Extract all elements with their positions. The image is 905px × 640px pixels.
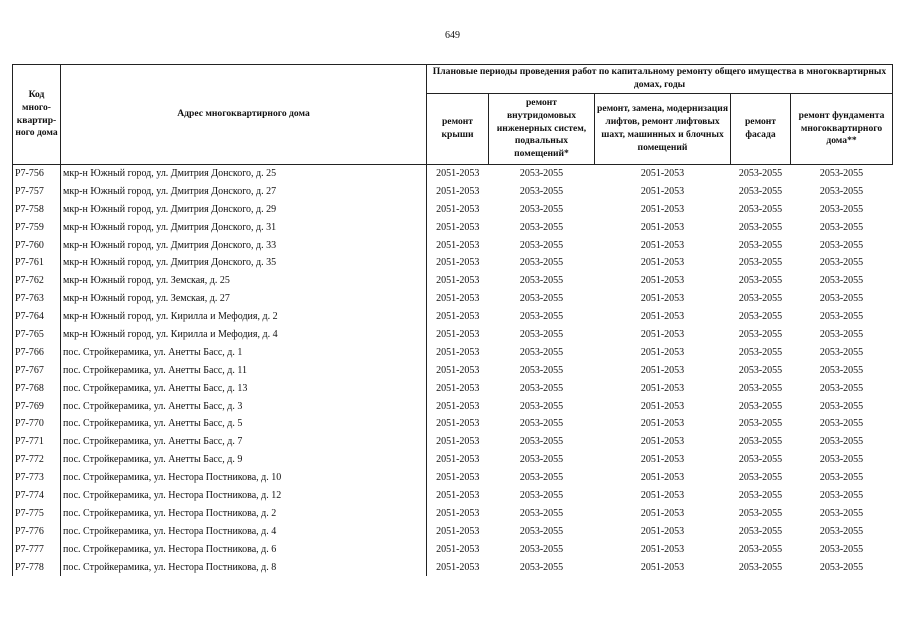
cell-facade: 2053-2055	[738, 525, 783, 537]
table-row	[13, 326, 893, 344]
cell-address: пос. Стройкерамика, ул. Анетты Басс, д. 13	[61, 380, 427, 398]
table-row	[13, 201, 893, 219]
table-row	[13, 272, 893, 290]
cell-elevators: 2051-2053	[640, 561, 685, 573]
cell-roof: 2051-2053	[436, 275, 480, 287]
header-facade: ремонт фасада	[731, 94, 791, 165]
cell-foundation: 2053-2055	[819, 543, 864, 555]
cell-facade: 2053-2055	[738, 382, 783, 394]
cell-facade: 2053-2055	[738, 454, 783, 466]
cell-code: Р7-771	[13, 433, 61, 451]
cell-roof: 2051-2053	[436, 436, 480, 448]
cell-address: пос. Стройкерамика, ул. Нестора Постникова, д. 2	[61, 505, 427, 523]
cell-systems: 2053-2055	[519, 203, 564, 215]
cell-elevators: 2051-2053	[640, 543, 685, 555]
cell-facade: 2053-2055	[738, 328, 783, 340]
cell-code: Р7-770	[13, 415, 61, 433]
cell-systems: 2053-2055	[519, 293, 564, 305]
cell-foundation: 2053-2055	[819, 364, 864, 376]
cell-systems: 2053-2055	[519, 400, 564, 412]
header-foundation: ремонт фундамента многоквартирного дома**	[791, 94, 893, 165]
cell-address: мкр-н Южный город, ул. Дмитрия Донского, д. 29	[61, 201, 427, 219]
cell-foundation: 2053-2055	[819, 346, 864, 358]
cell-code: Р7-763	[13, 290, 61, 308]
table-row	[13, 219, 893, 237]
cell-roof: 2051-2053	[436, 239, 480, 251]
cell-facade: 2053-2055	[738, 203, 783, 215]
cell-address: пос. Стройкерамика, ул. Анетты Басс, д. 7	[61, 433, 427, 451]
table-row	[13, 183, 893, 201]
header-elevators: ремонт, замена, модернизация лифтов, ремонт лифтовых шахт, машинных и блочных помещений	[595, 94, 731, 165]
cell-systems: 2053-2055	[519, 382, 564, 394]
cell-elevators: 2051-2053	[640, 525, 685, 537]
cell-foundation: 2053-2055	[819, 239, 864, 251]
cell-facade: 2053-2055	[738, 167, 783, 179]
cell-roof: 2051-2053	[436, 364, 480, 376]
cell-elevators: 2051-2053	[640, 185, 685, 197]
table-row	[13, 523, 893, 541]
cell-address: пос. Стройкерамика, ул. Анетты Басс, д. 5	[61, 415, 427, 433]
cell-foundation: 2053-2055	[819, 525, 864, 537]
cell-facade: 2053-2055	[738, 507, 783, 519]
cell-roof: 2051-2053	[436, 561, 480, 573]
cell-elevators: 2051-2053	[640, 489, 685, 501]
cell-foundation: 2053-2055	[819, 507, 864, 519]
header-periods-title: Плановые периоды проведения работ по капитальному ремонту общего имущества в многоквартирных домах, годы	[427, 65, 893, 94]
cell-facade: 2053-2055	[738, 221, 783, 233]
cell-roof: 2051-2053	[436, 472, 480, 484]
cell-systems: 2053-2055	[519, 561, 564, 573]
table-row	[13, 344, 893, 362]
cell-address: пос. Стройкерамика, ул. Нестора Постникова, д. 4	[61, 523, 427, 541]
cell-foundation: 2053-2055	[819, 472, 864, 484]
cell-elevators: 2051-2053	[640, 472, 685, 484]
cell-code: Р7-766	[13, 344, 61, 362]
cell-address: мкр-н Южный город, ул. Дмитрия Донского, д. 31	[61, 219, 427, 237]
cell-address: мкр-н Южный город, ул. Земская, д. 27	[61, 290, 427, 308]
cell-elevators: 2051-2053	[640, 293, 685, 305]
cell-code: Р7-756	[13, 165, 61, 183]
cell-facade: 2053-2055	[738, 311, 783, 323]
cell-code: Р7-762	[13, 272, 61, 290]
cell-code: Р7-764	[13, 308, 61, 326]
cell-elevators: 2051-2053	[640, 436, 685, 448]
cell-roof: 2051-2053	[436, 167, 480, 179]
cell-foundation: 2053-2055	[819, 221, 864, 233]
cell-foundation: 2053-2055	[819, 311, 864, 323]
cell-facade: 2053-2055	[738, 543, 783, 555]
cell-roof: 2051-2053	[436, 382, 480, 394]
cell-facade: 2053-2055	[738, 472, 783, 484]
cell-systems: 2053-2055	[519, 436, 564, 448]
table-row	[13, 308, 893, 326]
cell-systems: 2053-2055	[519, 489, 564, 501]
cell-code: Р7-774	[13, 487, 61, 505]
header-address: Адрес многоквартирного дома	[61, 65, 427, 165]
cell-systems: 2053-2055	[519, 167, 564, 179]
cell-roof: 2051-2053	[436, 543, 480, 555]
cell-code: Р7-775	[13, 505, 61, 523]
cell-code: Р7-765	[13, 326, 61, 344]
cell-foundation: 2053-2055	[819, 436, 864, 448]
cell-facade: 2053-2055	[738, 418, 783, 430]
cell-roof: 2051-2053	[436, 328, 480, 340]
cell-roof: 2051-2053	[436, 293, 480, 305]
cell-elevators: 2051-2053	[640, 454, 685, 466]
cell-address: пос. Стройкерамика, ул. Анетты Басс, д. 3	[61, 398, 427, 416]
cell-address: мкр-н Южный город, ул. Дмитрия Донского, д. 33	[61, 237, 427, 255]
table-row	[13, 254, 893, 272]
cell-facade: 2053-2055	[738, 561, 783, 573]
cell-address: пос. Стройкерамика, ул. Нестора Постникова, д. 12	[61, 487, 427, 505]
cell-foundation: 2053-2055	[819, 418, 864, 430]
cell-roof: 2051-2053	[436, 400, 480, 412]
cell-foundation: 2053-2055	[819, 185, 864, 197]
table-row	[13, 415, 893, 433]
cell-elevators: 2051-2053	[640, 203, 685, 215]
cell-systems: 2053-2055	[519, 275, 564, 287]
cell-foundation: 2053-2055	[819, 275, 864, 287]
table-row	[13, 398, 893, 416]
table-row	[13, 237, 893, 255]
header-systems: ремонт внутридомовых инженерных систем, подвальных помещений*	[489, 94, 595, 165]
table-row	[13, 541, 893, 559]
cell-facade: 2053-2055	[738, 400, 783, 412]
cell-roof: 2051-2053	[436, 311, 480, 323]
cell-systems: 2053-2055	[519, 311, 564, 323]
cell-systems: 2053-2055	[519, 472, 564, 484]
cell-foundation: 2053-2055	[819, 293, 864, 305]
cell-address: пос. Стройкерамика, ул. Нестора Постникова, д. 6	[61, 541, 427, 559]
cell-systems: 2053-2055	[519, 221, 564, 233]
table-row	[13, 362, 893, 380]
cell-foundation: 2053-2055	[819, 328, 864, 340]
cell-code: Р7-769	[13, 398, 61, 416]
header-roof: ремонт крыши	[427, 94, 489, 165]
cell-systems: 2053-2055	[519, 257, 564, 269]
cell-roof: 2051-2053	[436, 185, 480, 197]
cell-roof: 2051-2053	[436, 489, 480, 501]
cell-address: мкр-н Южный город, ул. Земская, д. 25	[61, 272, 427, 290]
cell-systems: 2053-2055	[519, 328, 564, 340]
cell-roof: 2051-2053	[436, 221, 480, 233]
cell-code: Р7-776	[13, 523, 61, 541]
table-header	[13, 65, 893, 165]
cell-address: пос. Стройкерамика, ул. Анетты Басс, д. 1	[61, 344, 427, 362]
cell-foundation: 2053-2055	[819, 167, 864, 179]
cell-code: Р7-757	[13, 183, 61, 201]
cell-address: мкр-н Южный город, ул. Кирилла и Мефодия, д. 2	[61, 308, 427, 326]
cell-facade: 2053-2055	[738, 364, 783, 376]
header-code: Код много-квартир-ного дома	[13, 65, 61, 165]
cell-systems: 2053-2055	[519, 507, 564, 519]
cell-code: Р7-773	[13, 469, 61, 487]
cell-roof: 2051-2053	[436, 203, 480, 215]
cell-systems: 2053-2055	[519, 454, 564, 466]
cell-foundation: 2053-2055	[819, 561, 864, 573]
table-row	[13, 290, 893, 308]
cell-facade: 2053-2055	[738, 436, 783, 448]
table-row	[13, 165, 893, 183]
cell-code: Р7-760	[13, 237, 61, 255]
table-body	[13, 165, 893, 577]
table-row	[13, 559, 893, 577]
cell-address: пос. Стройкерамика, ул. Анетты Басс, д. 11	[61, 362, 427, 380]
cell-code: Р7-777	[13, 541, 61, 559]
cell-address: мкр-н Южный город, ул. Дмитрия Донского, д. 27	[61, 183, 427, 201]
cell-systems: 2053-2055	[519, 239, 564, 251]
cell-facade: 2053-2055	[738, 185, 783, 197]
cell-address: мкр-н Южный город, ул. Дмитрия Донского, д. 25	[61, 165, 427, 183]
cell-address: мкр-н Южный город, ул. Кирилла и Мефодия, д. 4	[61, 326, 427, 344]
cell-systems: 2053-2055	[519, 543, 564, 555]
cell-systems: 2053-2055	[519, 185, 564, 197]
cell-elevators: 2051-2053	[640, 311, 685, 323]
cell-facade: 2053-2055	[738, 293, 783, 305]
cell-code: Р7-778	[13, 559, 61, 577]
cell-code: Р7-759	[13, 219, 61, 237]
cell-foundation: 2053-2055	[819, 400, 864, 412]
cell-systems: 2053-2055	[519, 364, 564, 376]
table-row	[13, 380, 893, 398]
cell-facade: 2053-2055	[738, 239, 783, 251]
cell-code: Р7-768	[13, 380, 61, 398]
cell-foundation: 2053-2055	[819, 489, 864, 501]
cell-systems: 2053-2055	[519, 418, 564, 430]
cell-elevators: 2051-2053	[640, 382, 685, 394]
cell-code: Р7-761	[13, 254, 61, 272]
cell-elevators: 2051-2053	[640, 221, 685, 233]
cell-elevators: 2051-2053	[640, 275, 685, 287]
cell-systems: 2053-2055	[519, 525, 564, 537]
page-number: 649	[445, 30, 460, 41]
cell-elevators: 2051-2053	[640, 346, 685, 358]
cell-elevators: 2051-2053	[640, 257, 685, 269]
cell-elevators: 2051-2053	[640, 328, 685, 340]
cell-elevators: 2051-2053	[640, 167, 685, 179]
cell-facade: 2053-2055	[738, 275, 783, 287]
cell-roof: 2051-2053	[436, 257, 480, 269]
table-row	[13, 487, 893, 505]
cell-roof: 2051-2053	[436, 507, 480, 519]
cell-facade: 2053-2055	[738, 489, 783, 501]
cell-roof: 2051-2053	[436, 454, 480, 466]
table-row	[13, 433, 893, 451]
cell-address: пос. Стройкерамика, ул. Нестора Постникова, д. 8	[61, 559, 427, 577]
cell-elevators: 2051-2053	[640, 418, 685, 430]
table-row	[13, 469, 893, 487]
table-row	[13, 505, 893, 523]
cell-elevators: 2051-2053	[640, 507, 685, 519]
cell-code: Р7-758	[13, 201, 61, 219]
cell-roof: 2051-2053	[436, 418, 480, 430]
cell-foundation: 2053-2055	[819, 382, 864, 394]
cell-foundation: 2053-2055	[819, 203, 864, 215]
cell-elevators: 2051-2053	[640, 364, 685, 376]
cell-systems: 2053-2055	[519, 346, 564, 358]
cell-code: Р7-767	[13, 362, 61, 380]
cell-code: Р7-772	[13, 451, 61, 469]
cell-facade: 2053-2055	[738, 346, 783, 358]
cell-foundation: 2053-2055	[819, 257, 864, 269]
cell-foundation: 2053-2055	[819, 454, 864, 466]
capital-repair-schedule-table	[12, 64, 893, 576]
cell-roof: 2051-2053	[436, 346, 480, 358]
cell-address: пос. Стройкерамика, ул. Нестора Постникова, д. 10	[61, 469, 427, 487]
cell-address: мкр-н Южный город, ул. Дмитрия Донского, д. 35	[61, 254, 427, 272]
table-row	[13, 451, 893, 469]
cell-elevators: 2051-2053	[640, 239, 685, 251]
cell-address: пос. Стройкерамика, ул. Анетты Басс, д. 9	[61, 451, 427, 469]
cell-roof: 2051-2053	[436, 525, 480, 537]
cell-facade: 2053-2055	[738, 257, 783, 269]
cell-elevators: 2051-2053	[640, 400, 685, 412]
